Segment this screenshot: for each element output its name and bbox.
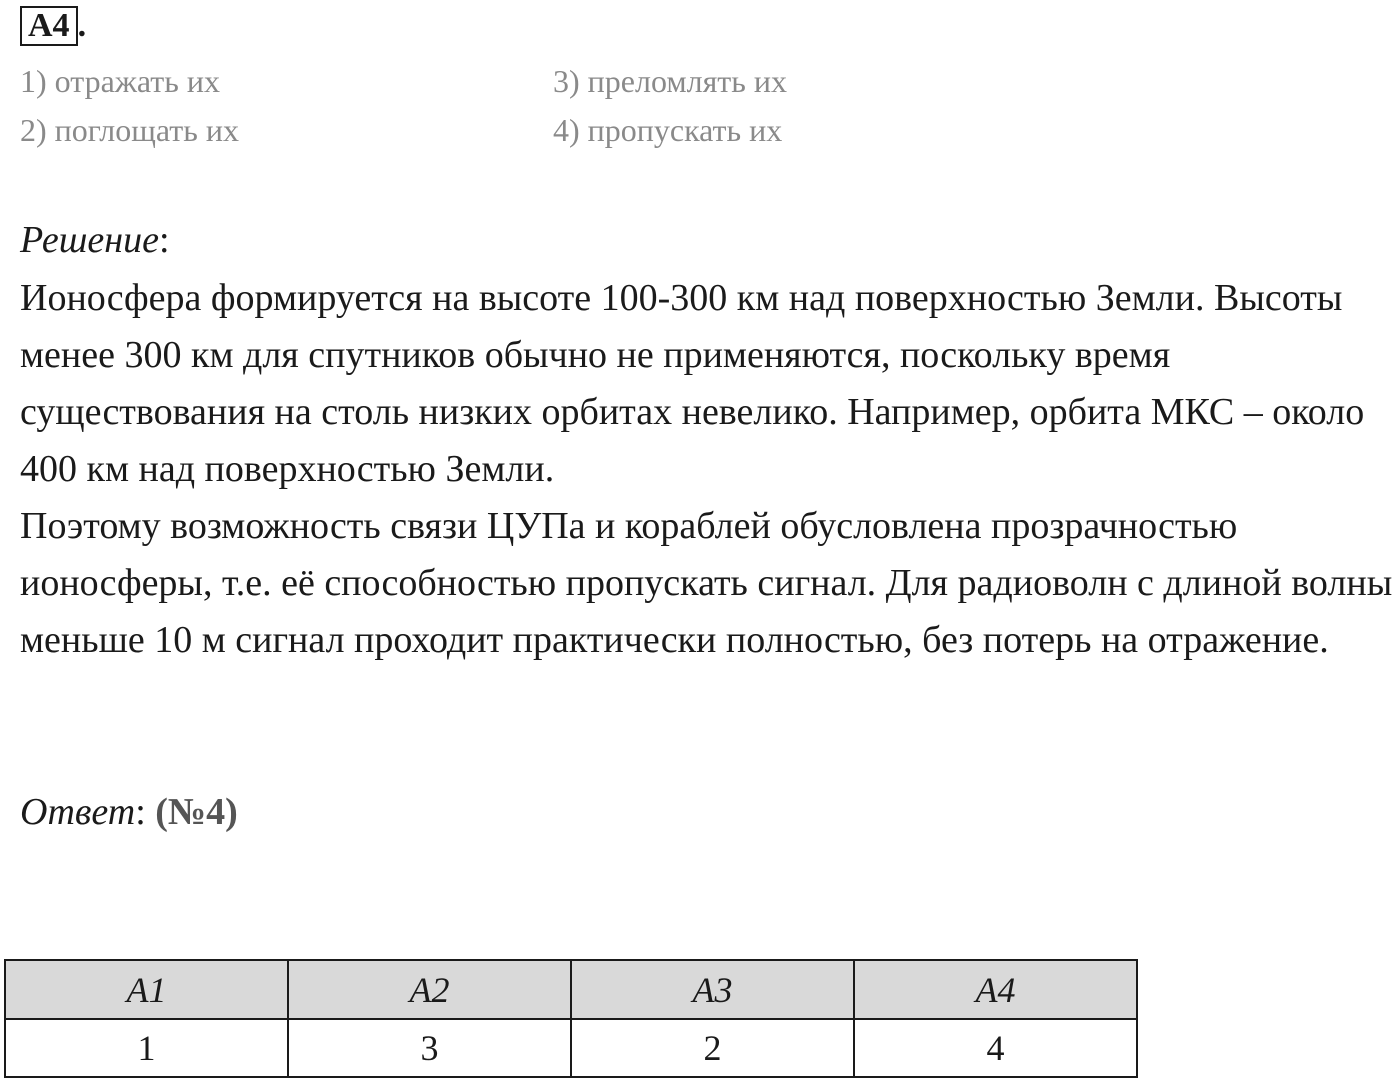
results-header-cell: A1 — [5, 960, 288, 1019]
solution-text — [20, 270, 1400, 669]
answer-line — [20, 790, 238, 834]
results-table — [4, 959, 1138, 1078]
results-value-cell: 2 — [571, 1019, 854, 1077]
solution-paragraph: Поэтому возможность связи ЦУПа и кораблей обусловлена прозрачностью ионосферы, т.е. её способностью пропускать сигнал. Для радиоволн с длиной волны меньше 10 м сигнал проходит практически полностью, без потерь на отражение. — [20, 505, 1393, 661]
results-value-row — [5, 1019, 1137, 1077]
option-4: 4) пропускать их — [553, 112, 783, 148]
option-1: 1) отражать их — [20, 63, 220, 99]
task-number-suffix: . — [77, 7, 87, 44]
solution-heading — [20, 218, 170, 262]
solution-paragraph: Ионосфера формируется на высоте 100-300 км над поверхностью Земли. Высоты менее 300 км для спутников обычно не применяются, поскольку время существования на столь низких орбитах невелико. Например, орбита МКС – около 400 км над поверхностью Земли. — [20, 277, 1365, 490]
results-header-cell: A2 — [288, 960, 571, 1019]
answer-value: (№4) — [155, 791, 238, 833]
results-header-cell: A4 — [854, 960, 1137, 1019]
answer-colon: : — [135, 791, 146, 833]
option-2: 2) поглощать их — [20, 112, 239, 148]
results-value-cell: 4 — [854, 1019, 1137, 1077]
answer-label: Ответ — [20, 791, 136, 833]
task-number-box — [20, 6, 78, 46]
solution-label: Решение — [20, 219, 159, 261]
task-number — [20, 6, 86, 46]
solution-colon: : — [158, 219, 170, 261]
option-3: 3) преломлять их — [553, 63, 787, 99]
results-header-row — [5, 960, 1137, 1019]
results-value-cell: 1 — [5, 1019, 288, 1077]
results-header-cell: A3 — [571, 960, 854, 1019]
task-number-label: A4 — [28, 7, 70, 44]
results-value-cell: 3 — [288, 1019, 571, 1077]
